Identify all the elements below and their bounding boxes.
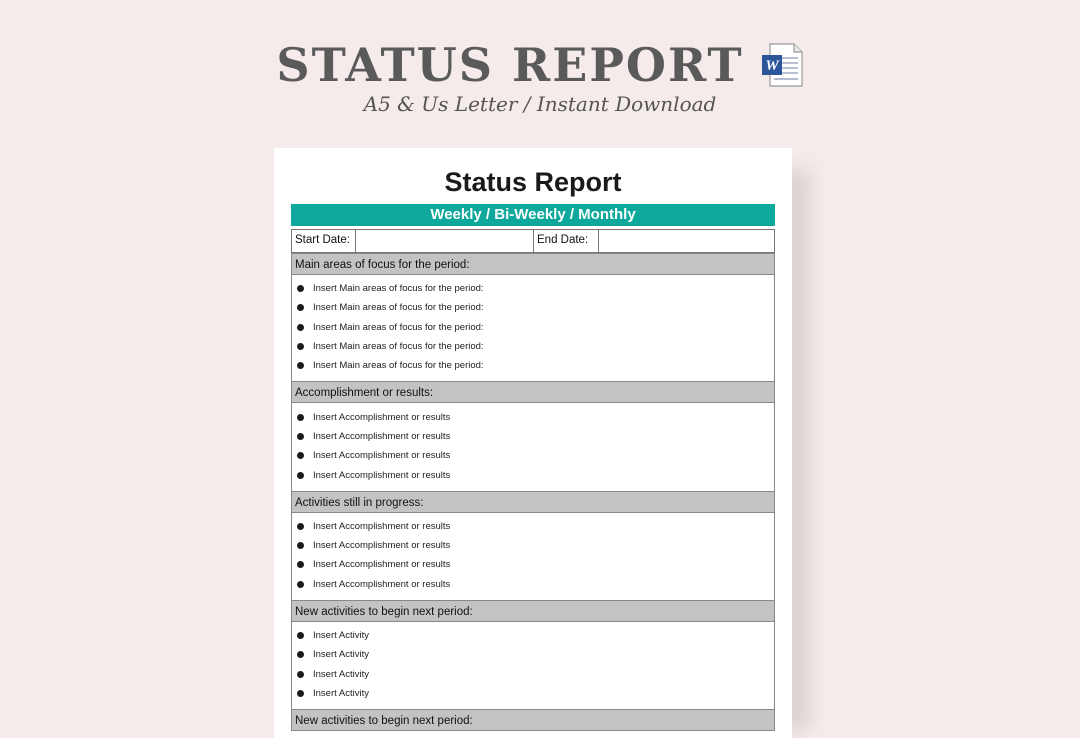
bullet-text: Insert Accomplishment or results (313, 411, 451, 423)
report-section (291, 709, 775, 731)
bullet-text: Insert Accomplishment or results (313, 540, 451, 552)
bullet-text: Insert Main areas of focus for the period: (313, 321, 484, 333)
bullet-item[interactable] (292, 318, 774, 337)
bullet-item[interactable] (292, 427, 774, 446)
start-date-field[interactable] (356, 230, 534, 252)
bullet-dot-icon (297, 433, 304, 440)
bullet-text: Insert Main areas of focus for the period: (313, 283, 484, 295)
section-header: New activities to begin next period: (292, 600, 774, 622)
bullet-text: Insert Main areas of focus for the period: (313, 302, 484, 314)
hero-title-row (0, 38, 1080, 92)
bullet-text: Insert Activity (313, 630, 369, 641)
bullet-dot-icon (297, 542, 304, 549)
end-date-label: End Date: (534, 230, 599, 252)
document-page (274, 148, 792, 738)
section-body (292, 403, 774, 490)
bullet-text: Insert Accomplishment or results (313, 520, 451, 532)
bullet-text: Insert Main areas of focus for the period: (313, 360, 484, 372)
bullet-text: Insert Main areas of focus for the period: (313, 341, 484, 353)
bullet-item[interactable] (292, 446, 774, 465)
bullet-dot-icon (297, 285, 304, 292)
bullet-item[interactable] (292, 279, 774, 298)
start-date-label: Start Date: (292, 230, 356, 252)
bullet-dot-icon (297, 671, 304, 678)
bullet-item[interactable] (292, 465, 774, 484)
bullet-dot-icon (297, 362, 304, 369)
section-header: New activities to begin next period: (292, 709, 774, 731)
bullet-item[interactable] (292, 575, 774, 594)
bullet-item[interactable] (292, 555, 774, 574)
bullet-dot-icon (297, 690, 304, 697)
bullet-dot-icon (297, 472, 304, 479)
bullet-text: Insert Accomplishment or results (313, 450, 451, 462)
section-header: Main areas of focus for the period: (292, 253, 774, 275)
report-section (291, 381, 775, 490)
section-body (292, 622, 774, 709)
bullet-item[interactable] (292, 407, 774, 426)
bullet-item[interactable] (292, 684, 774, 703)
bullet-dot-icon (297, 452, 304, 459)
bullet-item[interactable] (292, 298, 774, 317)
bullet-item[interactable] (292, 536, 774, 555)
hero-subtitle: A5 & Us Letter / Instant Download (363, 92, 717, 116)
bullet-text: Insert Accomplishment or results (313, 430, 451, 442)
section-header: Accomplishment or results: (292, 381, 774, 403)
bullet-item[interactable] (292, 664, 774, 683)
document-title: Status Report (444, 167, 622, 197)
bullet-dot-icon (297, 414, 304, 421)
bullet-dot-icon (297, 523, 304, 530)
bullet-item[interactable] (292, 626, 774, 645)
bullet-item[interactable] (292, 356, 774, 375)
hero-title: STATUS REPORT (276, 38, 744, 92)
bullet-item[interactable] (292, 645, 774, 664)
report-section (291, 491, 775, 600)
end-date-field[interactable] (599, 230, 774, 252)
report-section (291, 253, 775, 381)
section-body (292, 513, 774, 600)
bullet-dot-icon (297, 343, 304, 350)
bullet-item[interactable] (292, 337, 774, 356)
bullet-dot-icon (297, 651, 304, 658)
report-section (291, 600, 775, 709)
bullet-dot-icon (297, 632, 304, 639)
word-icon-letter: W (764, 58, 779, 74)
bullet-text: Insert Activity (313, 668, 369, 680)
bullet-item[interactable] (292, 517, 774, 536)
section-body (292, 275, 774, 381)
report-sections (291, 253, 775, 731)
bullet-text: Insert Accomplishment or results (313, 578, 451, 590)
bullet-text: Insert Activity (313, 687, 369, 699)
bullet-dot-icon (297, 581, 304, 588)
date-row (291, 229, 775, 253)
bullet-text: Insert Accomplishment or results (313, 469, 451, 481)
bullet-text: Insert Activity (313, 649, 369, 661)
section-header: Activities still in progress: (292, 491, 774, 513)
bullet-text: Insert Accomplishment or results (313, 559, 451, 571)
bullet-dot-icon (297, 304, 304, 311)
word-document-icon (760, 42, 804, 88)
bullet-dot-icon (297, 561, 304, 568)
bullet-dot-icon (297, 324, 304, 331)
frequency-banner: Weekly / Bi-Weekly / Monthly (291, 204, 775, 226)
